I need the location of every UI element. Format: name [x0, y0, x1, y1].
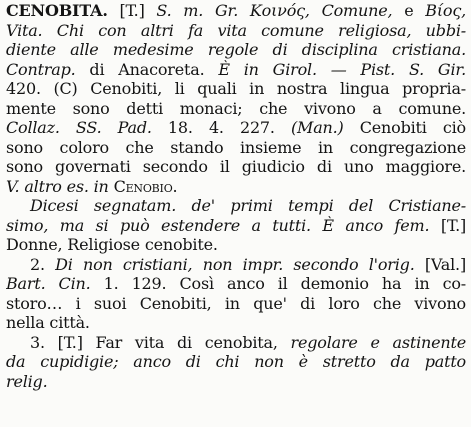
- entry-line: [6, 40, 466, 60]
- text-run: mente sono detti monaci; che vivono a comune.: [6, 98, 466, 118]
- entry-line: [6, 196, 466, 216]
- text-run: nella città.: [6, 313, 90, 332]
- text-run: e: [392, 1, 426, 20]
- entry-line: [6, 99, 466, 119]
- text-run: diente alle medesime regole di disciplina cristiana.: [6, 40, 466, 59]
- text-run: Donne, Religiose cenobite.: [6, 235, 218, 254]
- entry-line: [6, 333, 466, 353]
- text-run: Bart. Cin.: [6, 274, 91, 293]
- text-run: V. altro es. in: [6, 176, 109, 196]
- entry-line: [6, 235, 466, 255]
- text-run: (Man.): [290, 118, 344, 137]
- entry-line: [6, 118, 466, 138]
- text-run: [T.]: [429, 215, 466, 235]
- text-run: 18. 4. 227.: [151, 118, 291, 137]
- text-run: 3. [T.] Far vita di cenobita,: [30, 332, 291, 352]
- text-run: S. m. Gr. Κοινός, Comune,: [156, 1, 393, 20]
- text-run: CENOBITA.: [6, 1, 108, 20]
- entry-line: [6, 1, 466, 21]
- text-run: Βίος,: [425, 1, 466, 20]
- dictionary-entry-cenobita: [6, 1, 466, 391]
- text-run: Cenobiti ciò: [343, 118, 466, 137]
- entry-line: [6, 216, 466, 236]
- text-run: 1. 129. Così anco il demonio ha in co-: [90, 274, 466, 293]
- text-run: Contrap.: [6, 59, 76, 79]
- entry-line: [6, 372, 466, 392]
- entry-line: [6, 255, 466, 275]
- text-run: sono coloro che stando insieme in congregazione: [6, 137, 466, 157]
- text-run: storo… i suoi Cenobiti, in que' di loro che vivono: [6, 293, 466, 313]
- entry-line: [6, 294, 466, 314]
- text-run: [T.]: [107, 1, 157, 20]
- entry-line: [6, 274, 466, 294]
- text-run: Di non cristiani, non impr. secondo l'orig.: [55, 254, 415, 274]
- text-run: sono governati secondo il giudicio di uno maggiore.: [6, 157, 466, 176]
- entry-line: [6, 138, 466, 158]
- text-run: È in Girol. — Pist. S. Gir.: [218, 59, 466, 79]
- text-run: .: [172, 176, 178, 196]
- entry-line: [6, 157, 466, 177]
- entry-line: [6, 313, 466, 333]
- text-run: relig.: [6, 371, 48, 391]
- text-run: regolare e astinente: [290, 332, 466, 352]
- entry-line: [6, 21, 466, 41]
- text-run: 2.: [30, 254, 56, 274]
- text-run: di Anacoreta.: [75, 59, 219, 79]
- text-run: Cenobio: [113, 176, 173, 196]
- entry-line: [6, 60, 466, 80]
- entry-line: [6, 79, 466, 99]
- text-run: 420. (C) Cenobiti, li quali in nostra lingua propria-: [6, 79, 466, 98]
- entry-line: [6, 177, 466, 197]
- text-run: da cupidigie; anco di chi non è stretto da patto: [6, 352, 466, 371]
- text-run: Dicesi segnatam. de' primi tempi del Cristiane-: [30, 196, 466, 215]
- text-run: Vita. Chi con altri fa vita comune religiosa, ubbi-: [6, 20, 466, 40]
- text-run: simo, ma si può estendere a tutti. È anco fem.: [6, 215, 430, 235]
- text-run: Collaz. SS. Pad.: [6, 118, 152, 137]
- text-run: [Val.]: [414, 254, 466, 274]
- entry-line: [6, 352, 466, 372]
